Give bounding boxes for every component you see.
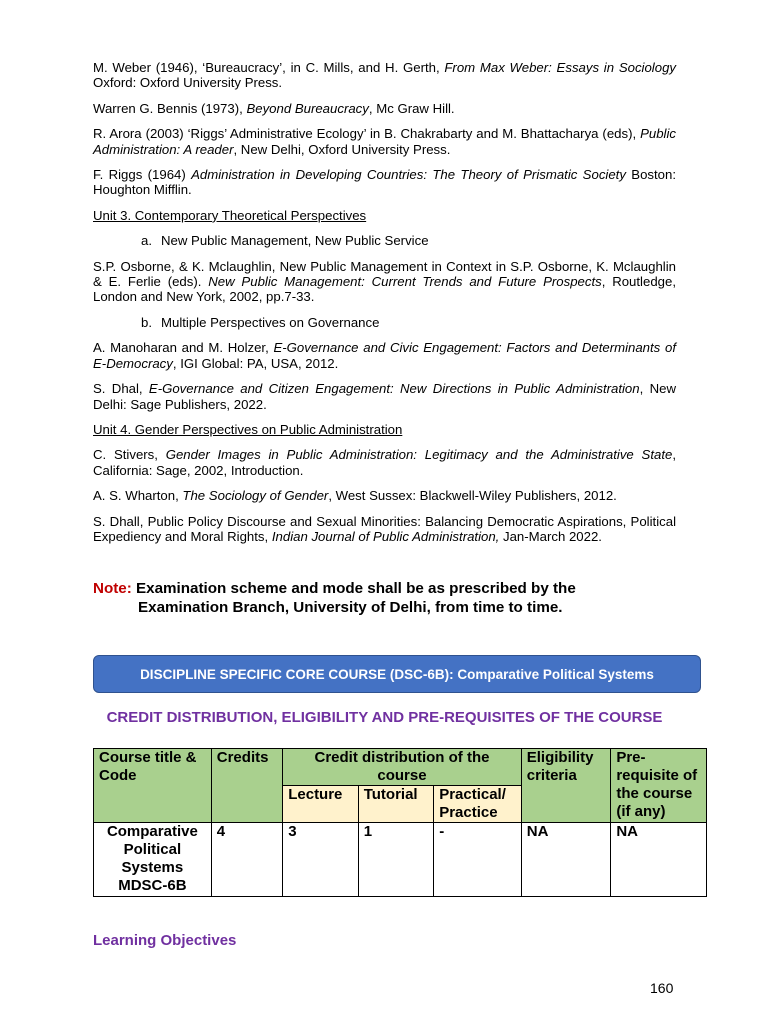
header-prerequisite: Pre-requisite of the course (if any) bbox=[611, 749, 707, 823]
header-lecture: Lecture bbox=[283, 786, 358, 823]
reference-dhall: S. Dhall, Public Policy Discourse and Sexual Minorities: Balancing Democratic Aspirations, Political Expediency and Moral Rights, Indian Journal of Public Administration, Jan-March 2022. bbox=[93, 513, 676, 544]
unit-3-heading: Unit 3. Contemporary Theoretical Perspectives bbox=[93, 207, 367, 223]
course-banner: DISCIPLINE SPECIFIC CORE COURSE (DSC-6B): Comparative Political Systems bbox=[93, 655, 701, 693]
credit-distribution-title: CREDIT DISTRIBUTION, ELIGIBILITY AND PRE-REQUISITES OF THE COURSE bbox=[106, 709, 663, 726]
reference-manoharan: A. Manoharan and M. Holzer, E-Governance and Civic Engagement: Factors and Determinants of E-Democracy, IGI Global: PA, USA, 2012. bbox=[93, 340, 676, 371]
reference-stivers: C. Stivers, Gender Images in Public Administration: Legitimacy and the Administrative State, California: Sage, 2002, Introduction. bbox=[93, 447, 677, 478]
reading-list bbox=[93, 60, 676, 554]
reference-arora: R. Arora (2003) ‘Riggs’ Administrative Ecology’ in B. Chakrabarty and M. Bhattacharya (eds), Public Administration: A reader, New Delhi, Oxford University Press. bbox=[93, 126, 676, 157]
header-tutorial: Tutorial bbox=[358, 786, 433, 823]
cell-tutorial: 1 bbox=[358, 823, 433, 897]
page-number: 160 bbox=[650, 980, 674, 996]
table-row bbox=[94, 823, 707, 897]
cell-eligibility: NA bbox=[521, 823, 611, 897]
reference-osborne: S.P. Osborne, & K. Mclaughlin, New Public Management in Context in S.P. Osborne, K. Mclaughlin & E. Ferlie (eds). New Public Management: Current Trends and Future Prospects, Routledge, London and New York, 2002, pp.7-33. bbox=[93, 258, 676, 305]
unit-3-subtopic-b: b. Multiple Perspectives on Governance bbox=[141, 314, 380, 330]
reference-bennis: Warren G. Bennis (1973), Beyond Bureaucracy, Mc Graw Hill. bbox=[93, 100, 455, 116]
note-label: Note: bbox=[93, 580, 132, 597]
cell-credits: 4 bbox=[211, 823, 282, 897]
credit-distribution-table bbox=[93, 748, 707, 897]
header-credits: Credits bbox=[211, 749, 282, 823]
cell-course: Comparative Political Systems MDSC-6B bbox=[94, 823, 212, 897]
reference-weber: M. Weber (1946), ‘Bureaucracy’, in C. Mills, and H. Gerth, From Max Weber: Essays in Sociology Oxford: Oxford University Press. bbox=[93, 60, 676, 91]
cell-lecture: 3 bbox=[283, 823, 358, 897]
cell-prerequisite: NA bbox=[611, 823, 707, 897]
learning-objectives-heading: Learning Objectives bbox=[93, 932, 237, 949]
header-eligibility: Eligibility criteria bbox=[521, 749, 611, 823]
note-line-2: Examination Branch, University of Delhi, from time to time. bbox=[138, 598, 563, 616]
reference-wharton: A. S. Wharton, The Sociology of Gender, West Sussex: Blackwell-Wiley Publishers, 2012. bbox=[93, 488, 617, 504]
header-credit-distribution: Credit distribution of the course bbox=[283, 749, 522, 786]
reference-riggs: F. Riggs (1964) Administration in Developing Countries: The Theory of Prismatic Society Boston: Houghton Mifflin. bbox=[93, 167, 676, 198]
cell-practical: - bbox=[434, 823, 522, 897]
header-course-title: Course title & Code bbox=[94, 749, 212, 823]
unit-3-subtopic-a: a. New Public Management, New Public Service bbox=[141, 233, 429, 249]
unit-4-heading: Unit 4. Gender Perspectives on Public Administration bbox=[93, 421, 403, 437]
reference-dhal: S. Dhal, E-Governance and Citizen Engagement: New Directions in Public Administration, New Delhi: Sage Publishers, 2022. bbox=[93, 381, 676, 412]
header-practical: Practical/ Practice bbox=[434, 786, 522, 823]
examination-note bbox=[93, 580, 676, 617]
note-line-1: Examination scheme and mode shall be as prescribed by the bbox=[131, 580, 576, 597]
